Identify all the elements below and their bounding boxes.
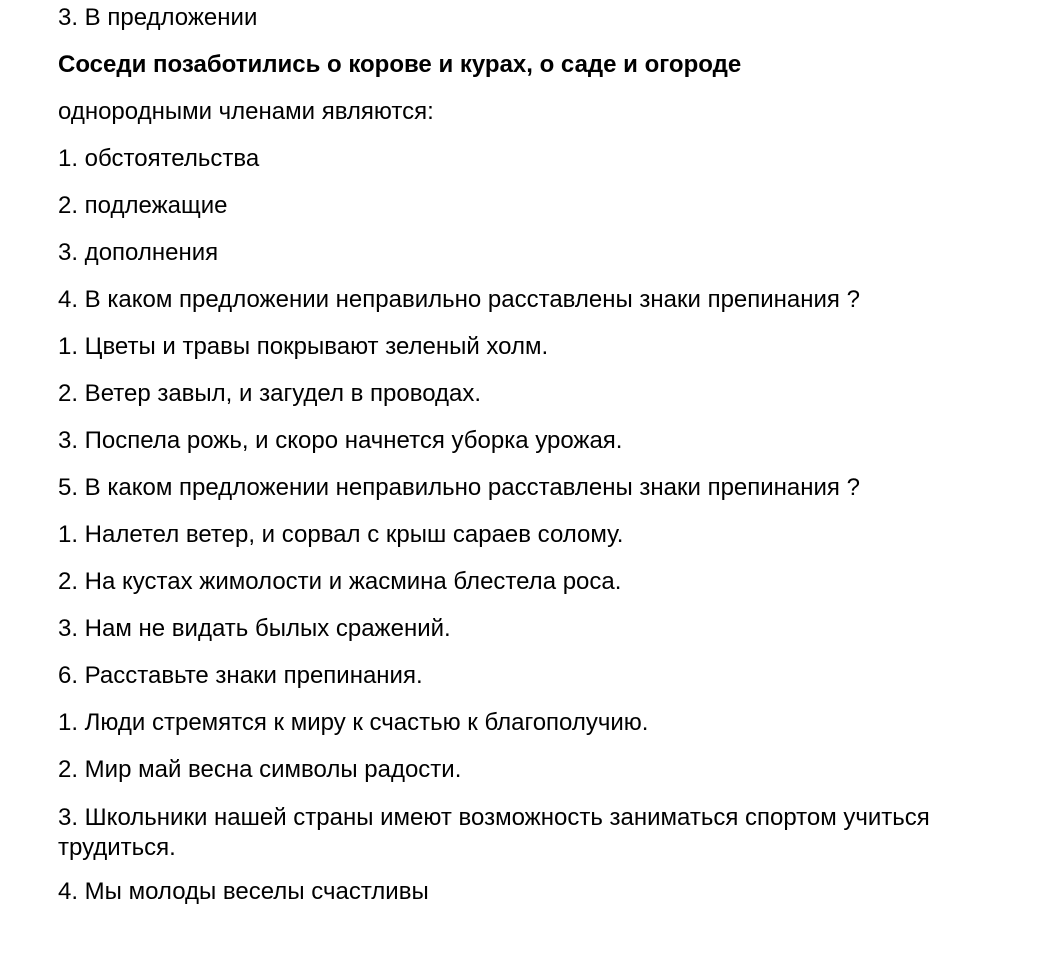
question-4: 4. В каком предложении неправильно расставлены знаки препинания ? [58, 286, 860, 313]
example-sentence: Соседи позаботились о корове и курах, о саде и огороде [58, 51, 742, 78]
q5-option-3: 3. Нам не видать былых сражений. [58, 615, 451, 642]
q4-option-3: 3. Поспела рожь, и скоро начнется уборка урожая. [58, 427, 623, 454]
q3-option-3: 3. дополнения [58, 239, 219, 266]
q3-option-1: 1. обстоятельства [58, 145, 260, 172]
q6-item-2: 2. Мир май весна символы радости. [58, 756, 462, 783]
question-3-prompt: однородными членами являются: [58, 98, 434, 125]
question-3-intro: 3. В предложении [58, 4, 258, 31]
q5-option-1: 1. Налетел ветер, и сорвал с крыш сараев солому. [58, 521, 624, 548]
q6-item-3: 3. Школьники нашей страны имеют возможность заниматься спортом учиться трудиться. [58, 804, 930, 861]
q4-option-1: 1. Цветы и травы покрывают зеленый холм. [58, 333, 549, 360]
q4-option-2: 2. Ветер завыл, и загудел в проводах. [58, 380, 482, 407]
q3-option-2: 2. подлежащие [58, 192, 228, 219]
question-5: 5. В каком предложении неправильно расставлены знаки препинания ? [58, 474, 860, 501]
question-6: 6. Расставьте знаки препинания. [58, 662, 423, 689]
q6-item-1: 1. Люди стремятся к миру к счастью к благополучию. [58, 709, 649, 736]
q5-option-2: 2. На кустах жимолости и жасмина блестела роса. [58, 568, 622, 595]
q6-item-4: 4. Мы молоды веселы счастливы [58, 878, 429, 905]
